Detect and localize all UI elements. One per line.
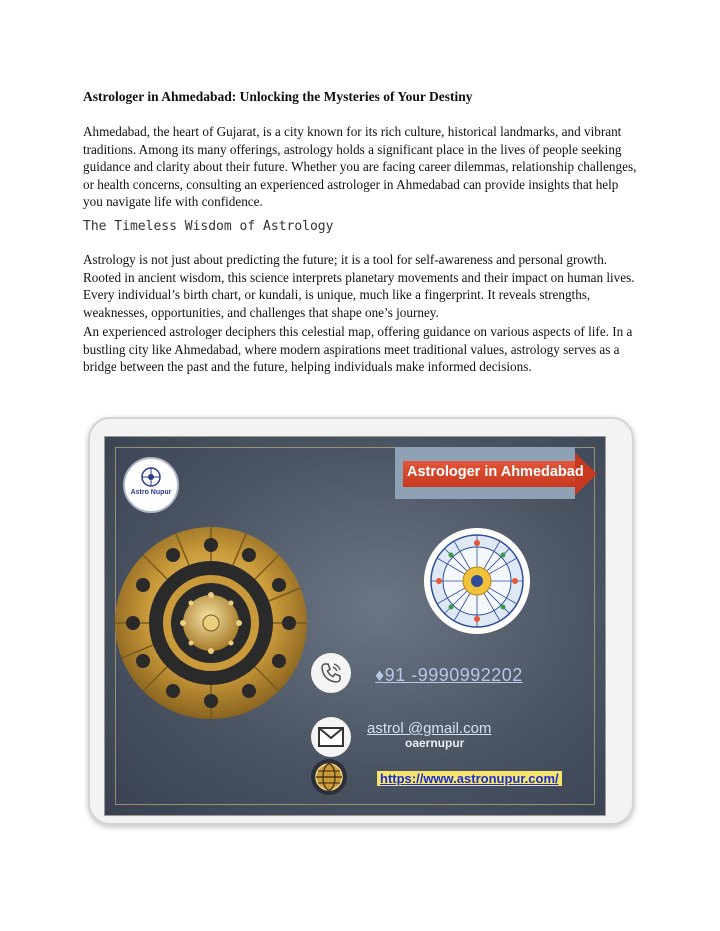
phone-number[interactable]: ♦91 -9990992202 bbox=[375, 665, 523, 685]
promo-banner bbox=[104, 436, 606, 816]
title-ribbon bbox=[395, 447, 606, 499]
ribbon-title: Astrologer in Ahmedabad bbox=[407, 464, 584, 480]
body-paragraph: An experienced astrologer deciphers this celestial map, offering guidance on various aspects of life. In a bustling city like Ahmedabad, where modern aspirations meet traditional values, astrology serves as a bridge between the past and the future, helping individuals make informed decisions. bbox=[83, 324, 633, 375]
phone-icon bbox=[311, 653, 351, 693]
email-address[interactable]: astrol @gmail.com bbox=[367, 720, 492, 737]
website-link[interactable]: https://www.astronupur.com/ bbox=[377, 771, 562, 786]
astro-nupur-logo bbox=[123, 457, 179, 513]
globe-icon bbox=[311, 759, 347, 795]
mail-icon bbox=[311, 717, 351, 757]
birth-chart-icon bbox=[423, 527, 531, 635]
logo-text: Astro Nupur bbox=[130, 489, 172, 496]
email-overlay-text: oaernupur bbox=[405, 736, 465, 750]
zodiac-wheel-icon bbox=[113, 525, 309, 721]
intro-paragraph: Ahmedabad, the heart of Gujarat, is a city known for its rich culture, historical landmarks, and vibrant traditions. Among its many offerings, astrology holds a significant place in the lives of people seeking guidance and clarity about their future. Whether you are facing career dilemmas, relationship challenges, or health concerns, consulting an experienced astrologer in Ahmedabad can provide insights that help you navigate life with confidence. bbox=[83, 124, 637, 210]
logo-icon bbox=[128, 462, 174, 508]
article-title: Astrologer in Ahmedabad: Unlocking the Mysteries of Your Destiny bbox=[83, 89, 473, 104]
section-heading: The Timeless Wisdom of Astrology bbox=[83, 219, 334, 234]
body-paragraph: Astrology is not just about predicting the future; it is a tool for self-awareness and personal growth. Rooted in ancient wisdom, this science interprets planetary movements and their impact on human lives. Every individual’s birth chart, or kundali, is unique, much like a fingerprint. It reveals strengths, weaknesses, opportunities, and challenges that shape one’s journey. bbox=[83, 252, 635, 320]
